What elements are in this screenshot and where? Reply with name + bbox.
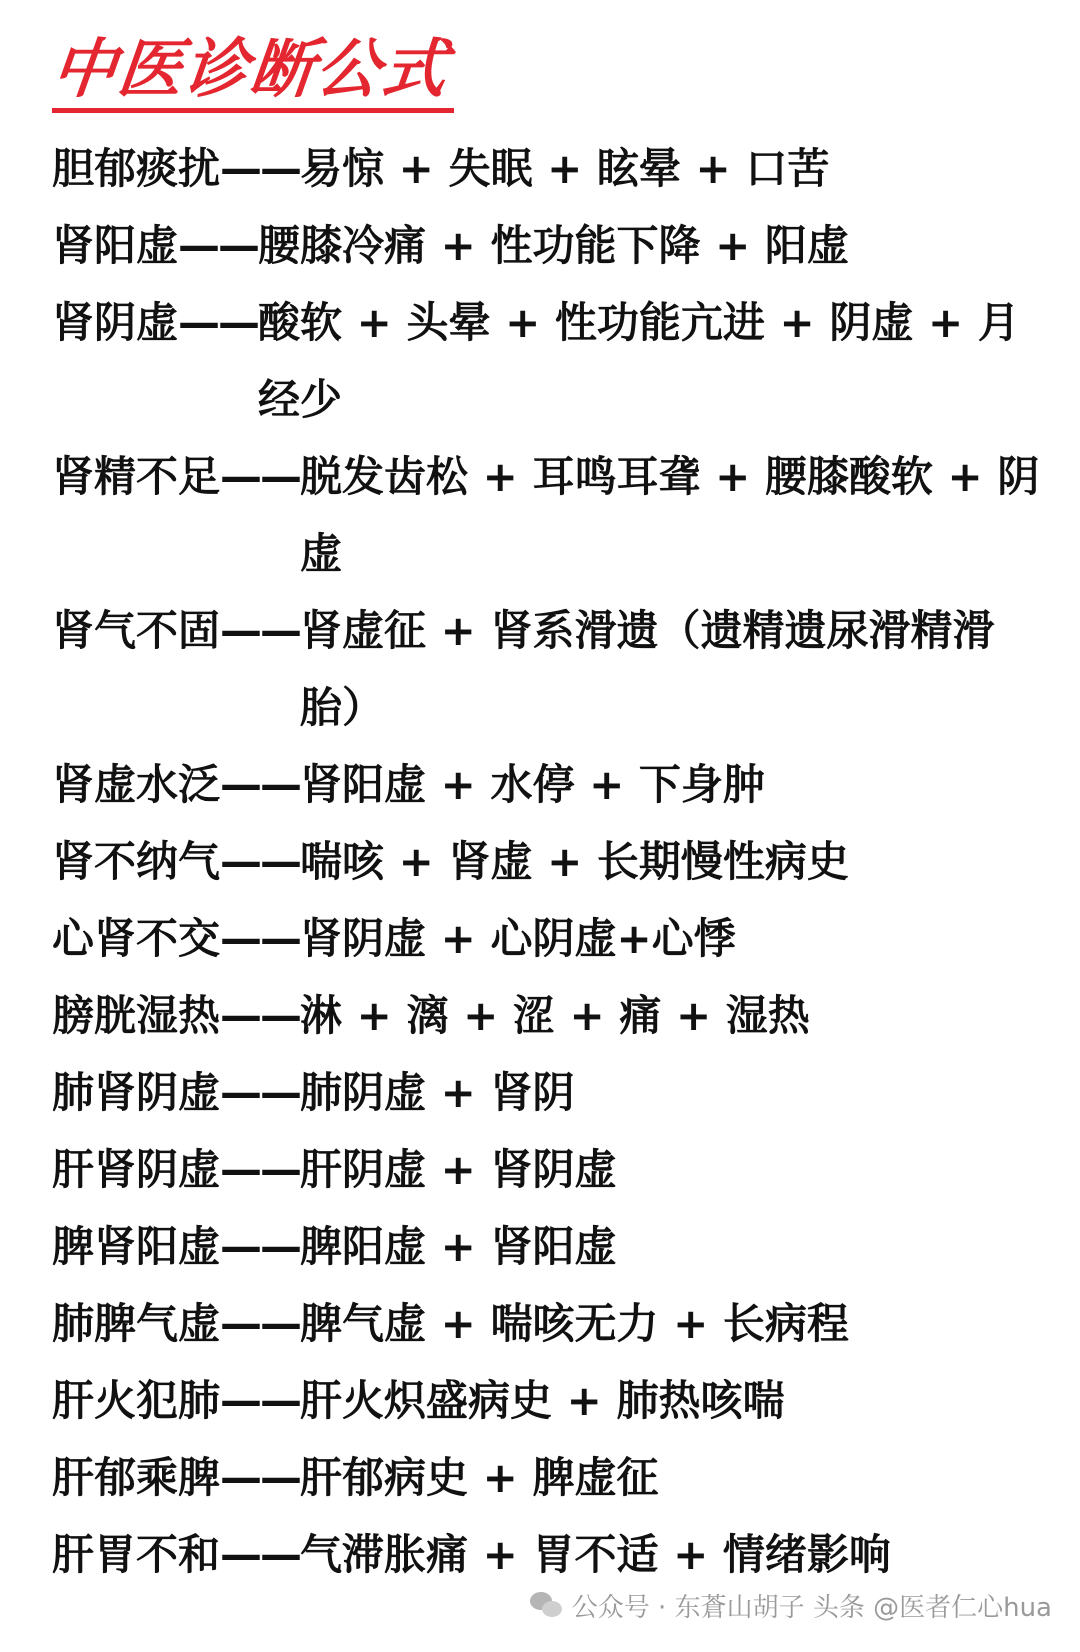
formula-entry: [52, 1208, 1042, 1285]
syndrome-term: 脾肾阳虚: [52, 1222, 221, 1271]
title-block: [48, 30, 454, 113]
formula-entry: [52, 1131, 1042, 1208]
formula-entry: [52, 900, 1042, 977]
separator-dash: ——: [220, 1068, 301, 1117]
separator-dash: ——: [220, 1222, 301, 1271]
separator-dash: ——: [220, 1145, 301, 1194]
syndrome-term: 肝胃不和: [52, 1530, 221, 1579]
syndrome-term: 肾气不固: [52, 606, 221, 655]
separator-dash: ——: [220, 144, 301, 193]
symptom-formula: 腰膝冷痛 + 性功能下降 + 阳虚: [258, 221, 849, 270]
symptom-formula: 肝火炽盛病史 + 肺热咳喘: [300, 1376, 785, 1425]
formula-entry: [52, 207, 1042, 284]
symptom-formula: 肝郁病史 + 脾虚征: [300, 1453, 659, 1502]
syndrome-term: 心肾不交: [52, 914, 221, 963]
syndrome-term: 肾阳虚: [52, 221, 179, 270]
syndrome-term: 肝肾阴虚: [52, 1145, 221, 1194]
syndrome-term: 肝火犯肺: [52, 1376, 221, 1425]
formula-entry: [52, 746, 1042, 823]
symptom-formula: 脱发齿松 + 耳鸣耳聋 + 腰膝酸软 + 阴虚: [300, 452, 1040, 578]
formula-entry: [52, 1439, 1042, 1516]
separator-dash: ——: [220, 1530, 301, 1579]
separator-dash: ——: [220, 837, 301, 886]
separator-dash: ——: [220, 452, 301, 501]
symptom-formula: 气滞胀痛 + 胃不适 + 情绪影响: [300, 1530, 891, 1579]
separator-dash: ——: [220, 1376, 301, 1425]
separator-dash: ——: [220, 1453, 301, 1502]
symptom-formula: 肾阴虚 + 心阴虚+心悸: [300, 914, 736, 963]
formula-entry: [52, 592, 1042, 746]
symptom-formula: 易惊 + 失眠 + 眩晕 + 口苦: [300, 144, 830, 193]
syndrome-term: 肾精不足: [52, 452, 221, 501]
formula-entry: [52, 977, 1042, 1054]
syndrome-term: 肾阴虚: [52, 298, 179, 347]
symptom-formula: 淋 + 漓 + 涩 + 痛 + 湿热: [300, 991, 810, 1040]
symptom-formula: 肺阴虚 + 肾阴: [300, 1068, 575, 1117]
formula-entry: [52, 1285, 1042, 1362]
formula-entry: [52, 1054, 1042, 1131]
wechat-icon: [530, 1592, 564, 1620]
syndrome-term: 肺肾阴虚: [52, 1068, 221, 1117]
formula-entry: [52, 1362, 1042, 1439]
formula-entry: [52, 1516, 1042, 1593]
symptom-formula: 肝阴虚 + 肾阴虚: [300, 1145, 617, 1194]
page-title: 中医诊断公式: [48, 33, 452, 107]
formula-entry: [52, 130, 1042, 207]
watermark-text: 公众号 · 东蒼山胡子 头条 @医者仁心hua: [571, 1593, 1052, 1623]
separator-dash: ——: [220, 760, 301, 809]
syndrome-term: 胆郁痰扰: [52, 144, 221, 193]
separator-dash: ——: [220, 991, 301, 1040]
separator-dash: ——: [178, 221, 259, 270]
separator-dash: ——: [178, 298, 259, 347]
separator-dash: ——: [220, 1299, 301, 1348]
separator-dash: ——: [220, 606, 301, 655]
syndrome-term: 肺脾气虚: [52, 1299, 221, 1348]
syndrome-term: 肾虚水泛: [52, 760, 221, 809]
formula-entry: [52, 823, 1042, 900]
syndrome-term: 肾不纳气: [52, 837, 221, 886]
formula-entry: [52, 438, 1042, 592]
symptom-formula: 脾气虚 + 喘咳无力 + 长病程: [300, 1299, 849, 1348]
symptom-formula: 脾阳虚 + 肾阳虚: [300, 1222, 617, 1271]
symptom-formula: 喘咳 + 肾虚 + 长期慢性病史: [300, 837, 849, 886]
symptom-formula: 酸软 + 头晕 + 性功能亢进 + 阴虚 + 月经少: [258, 298, 1020, 424]
formula-entry: [52, 284, 1042, 438]
syndrome-term: 肝郁乘脾: [52, 1453, 221, 1502]
formula-list: [52, 130, 1042, 1593]
syndrome-term: 膀胱湿热: [52, 991, 221, 1040]
symptom-formula: 肾阳虚 + 水停 + 下身肿: [300, 760, 765, 809]
separator-dash: ——: [220, 914, 301, 963]
watermark: [530, 1587, 1052, 1624]
symptom-formula: 肾虚征 + 肾系滑遗（遗精遗尿滑精滑胎）: [300, 606, 995, 732]
